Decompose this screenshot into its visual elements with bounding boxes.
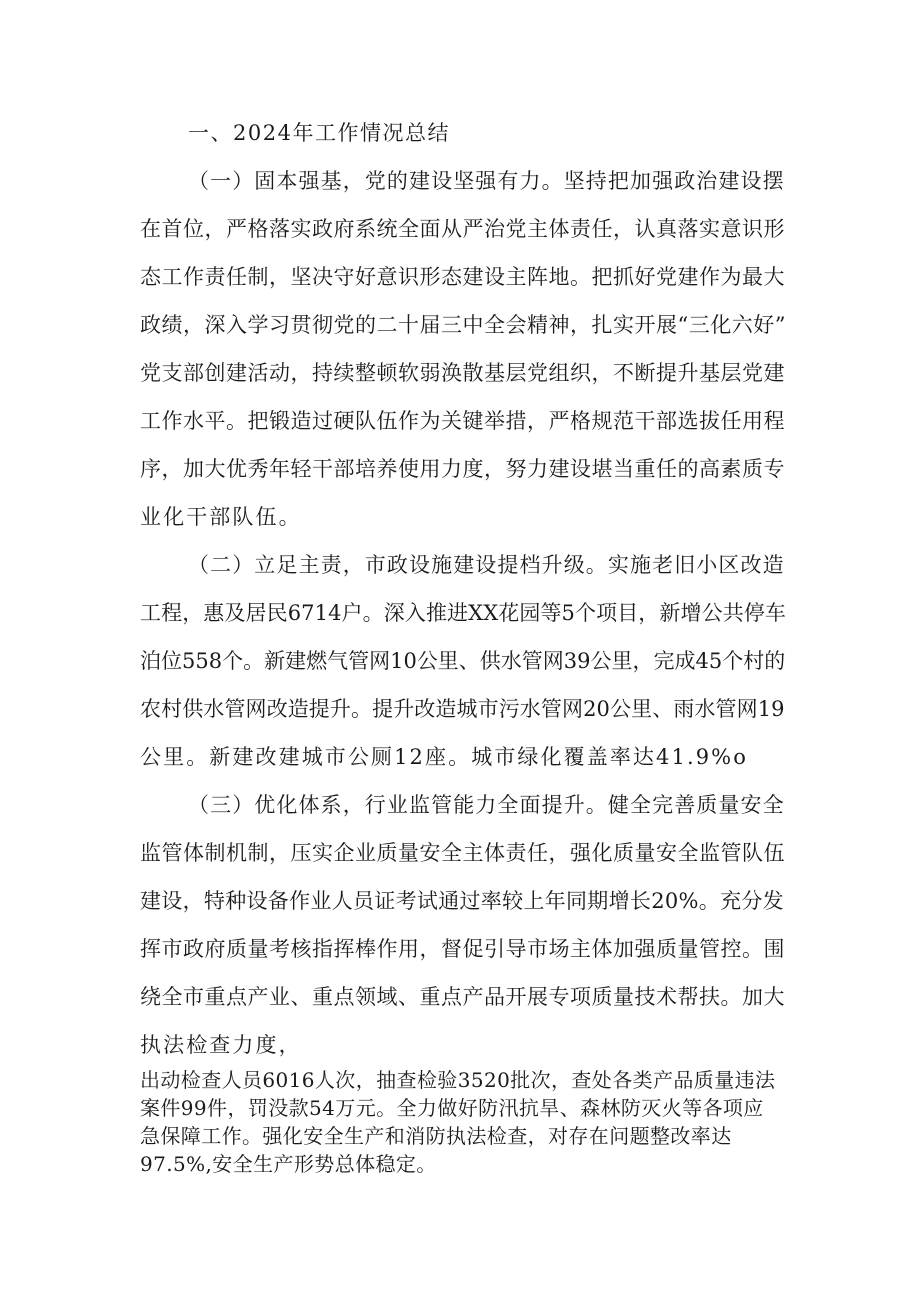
section3-tight-line: 急保障工作。强化安全生产和消防执法检查，对存在问题整改率达 — [140, 1124, 732, 1148]
section3-line: 建设，特种设备作业人员证考试通过率较上年同期增长20%。充分发 — [140, 889, 784, 913]
section2-line: （二）立足主责，市政设施建设提档升级。实施老旧小区改造 — [188, 553, 785, 577]
section3-line: 挥市政府质量考核指挥棒作用，督促引导市场主体加强质量管控。围 — [140, 937, 785, 961]
section3-tight-line: 案件99件，罚没款54万元。全力做好防汛抗旱、森林防灭火等各项应 — [140, 1096, 764, 1120]
section2-line: 工程，惠及居民6714户。深入推进XX花园等5个项目，新增公共停车 — [140, 601, 787, 625]
section1-line: （一）固本强基，党的建设坚强有力。坚持把加强政治建设摆 — [188, 169, 785, 193]
section1-line: 在首位，严格落实政府系统全面从严治党主体责任，认真落实意识形 — [140, 217, 785, 241]
section1-line: 序，加大优秀年轻干部培养使用力度，努力建设堪当重任的高素质专 — [140, 457, 785, 481]
section2-line: 泊位558个。新建燃气管网10公里、供水管网39公里，完成45个村的 — [140, 649, 786, 673]
section-heading: 一、2024年工作情况总结 — [188, 121, 450, 145]
section1-line: 态工作责任制，坚决守好意识形态建设主阵地。把抓好党建作为最大 — [140, 265, 785, 289]
section3-tight-line: 97.5%,安全生产形势总体稳定。 — [140, 1152, 437, 1176]
section1-line: 政绩，深入学习贯彻党的二十届三中全会精神，扎实开展“三化六好” — [140, 313, 786, 337]
section2-line: 农村供水管网改造提升。提升改造城市污水管网20公里、雨水管网19 — [140, 697, 785, 721]
section3-tight-line: 出动检查人员6016人次，抽查检验3520批次，查处各类产品质量违法 — [140, 1068, 776, 1092]
section1-line: 党支部创建活动，持续整顿软弱涣散基层党组织，不断提升基层党建 — [140, 361, 785, 385]
section1-line: 工作水平。把锻造过硬队伍作为关键举措，严格规范干部选拔任用程 — [140, 409, 785, 433]
section1-line: 业化干部队伍。 — [140, 505, 302, 529]
section3-line: （三）优化体系，行业监管能力全面提升。健全完善质量安全 — [188, 793, 785, 817]
section3-line: 绕全市重点产业、重点领域、重点产品开展专项质量技术帮扶。加大 — [140, 985, 785, 1009]
section3-line: 监管体制机制，压实企业质量安全主体责任，强化质量安全监管队伍 — [140, 841, 785, 865]
section2-line: 公里。新建改建城市公厕12座。城市绿化覆盖率达41.9%o — [140, 745, 748, 769]
section3-line: 执法检查力度， — [140, 1033, 302, 1057]
